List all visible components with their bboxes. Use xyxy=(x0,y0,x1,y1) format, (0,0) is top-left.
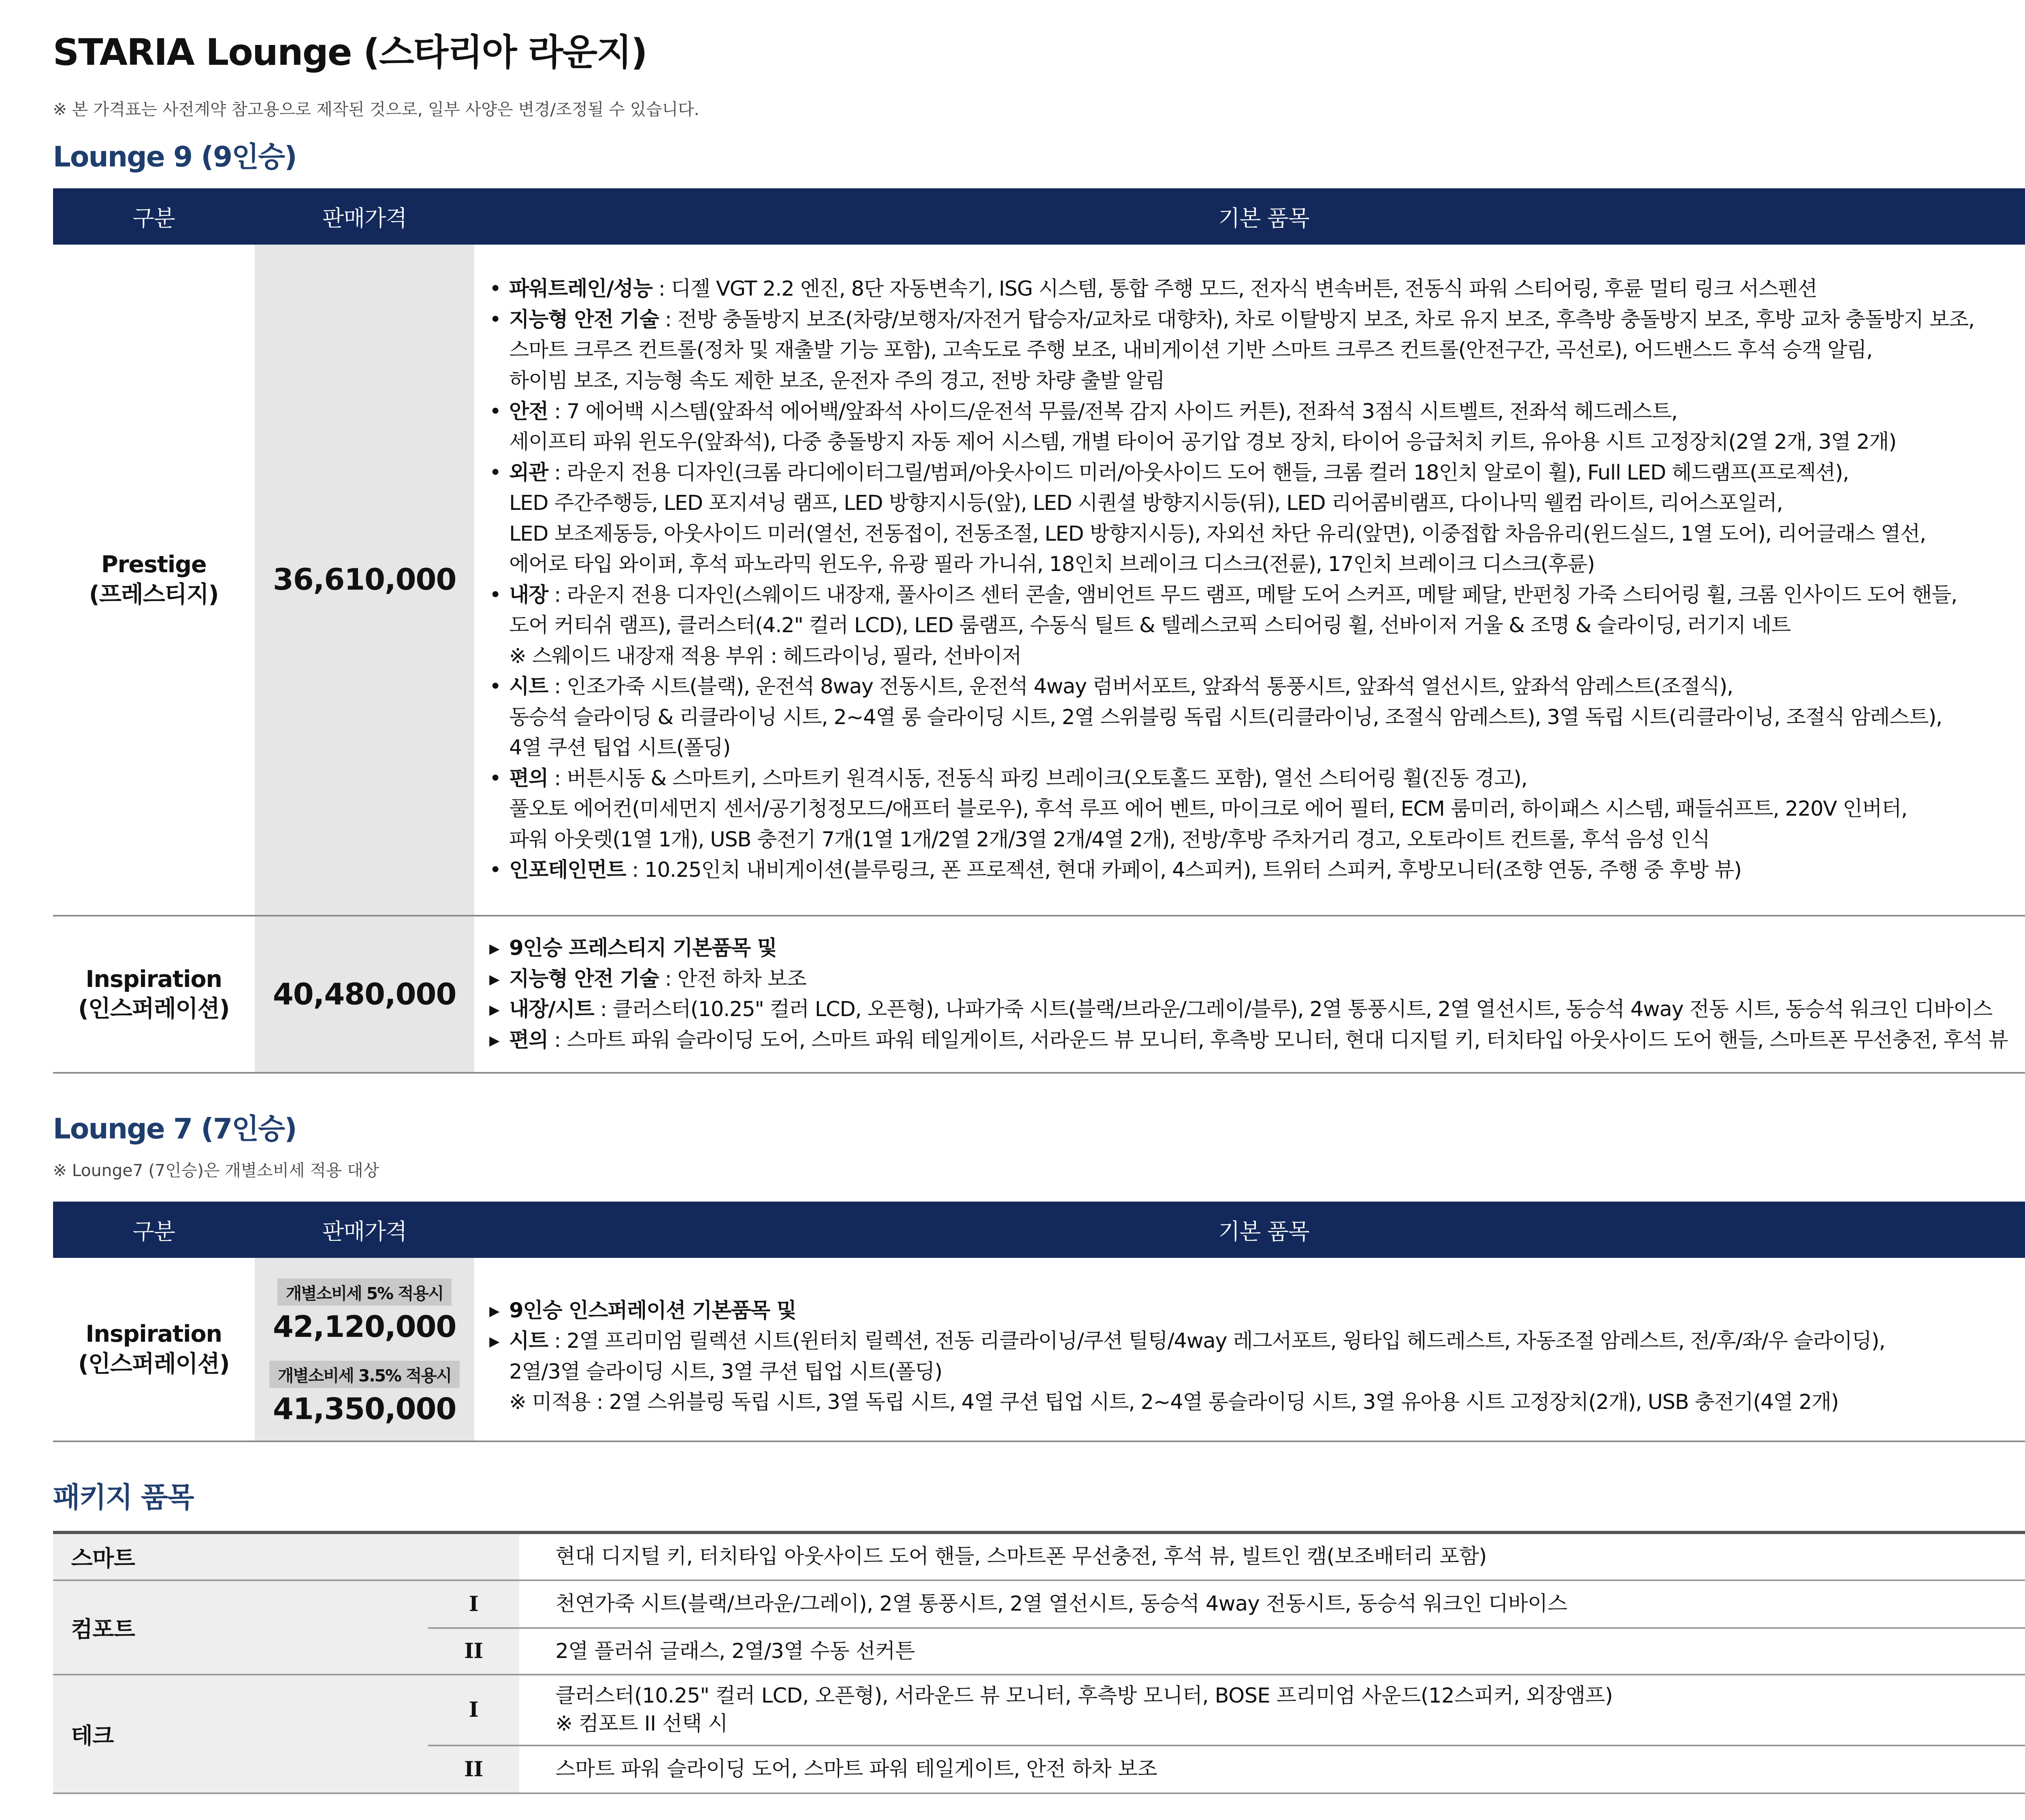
package-row-comfort1 xyxy=(53,1580,2025,1628)
tax5-price: 42,120,000 xyxy=(273,1310,456,1345)
feature-first-line xyxy=(509,763,2025,794)
feature-category: 시트 xyxy=(509,675,548,699)
package-level: I xyxy=(428,1675,519,1745)
inspiration9-price: 40,480,000 xyxy=(255,916,475,1073)
feature-item xyxy=(488,1326,2025,1418)
feature-text: 도어 커티쉬 램프), 클러스터(4.2" 컬러 LCD), LED 룸램프, 수동식 틸트 & 텔레스코픽 스티어링 휠, 선바이저 거울 & 조명 & 슬라이딩, 러기지 네트 xyxy=(509,614,1791,638)
feature-list xyxy=(488,1296,2025,1418)
lounge7-note: ※ Lounge7 (7인승)은 개별소비세 적용 대상 xyxy=(53,1161,379,1181)
inspiration9-features xyxy=(474,916,2025,1073)
feature-text: 파워 아웃렛(1열 1개), USB 충전기 7개(1열 1개/2열 2개/3열 2개/4열 2개), 전방/후방 주차거리 경고, 오토라이트 컨트롤, 후석 음성 인식 xyxy=(509,827,1710,852)
package-desc: 스마트 파워 슬라이딩 도어, 스마트 파워 테일게이트, 안전 하차 보조 xyxy=(519,1745,2025,1793)
grade-name-kr: (인스퍼레이션) xyxy=(78,995,230,1023)
package-desc: 2열 플러쉬 글래스, 2열/3열 수동 선커튼 xyxy=(519,1628,2025,1674)
feature-text: 2열/3열 슬라이딩 시트, 3열 쿠션 팁업 시트(폴딩) xyxy=(509,1360,942,1384)
header-price: 판매가격 xyxy=(255,1202,475,1258)
feature-text: : 10.25인치 내비게이션(블루링크, 폰 프로젝션, 현대 카페이, 4스피커), 트위터 스피커, 후방모니터(조향 연동, 주행 중 후방 뷰) xyxy=(626,858,1742,882)
feature-first-line xyxy=(509,396,2025,427)
feature-text: : 전방 충돌방지 보조(차량/보행자/자전거 탑승자/교차로 대향차), 차로 이탈방지 보조, 차로 유지 보조, 후측방 충돌방지 보조, 후방 교차 충돌방지 보조, xyxy=(659,307,1974,332)
feature-text: 에어로 타입 와이퍼, 후석 파노라믹 윈도우, 유광 필라 가니쉬, 18인치 브레이크 디스크(전륜), 17인치 브레이크 디스크(후륜) xyxy=(509,552,1595,577)
inspiration7-price xyxy=(255,1258,475,1441)
package-row-smart xyxy=(53,1532,2025,1580)
inspiration9-row xyxy=(53,916,2025,1073)
feature-category: 내장/시트 xyxy=(509,997,594,1022)
feature-first-line xyxy=(509,855,2025,886)
inspiration9-grade xyxy=(53,916,255,1073)
package-name: 테크 xyxy=(53,1675,428,1794)
feature-list xyxy=(488,933,2025,1055)
feature-text: LED 주간주행등, LED 포지셔닝 램프, LED 방향지시등(앞), LED 시퀀셜 방향지시등(뒤), LED 리어콤비램프, 다이나믹 웰컴 라이트, 리어스포일러, xyxy=(509,491,1783,516)
feature-category: 편의 xyxy=(509,1028,548,1052)
package-desc-line: 클러스터(10.25" 컬러 LCD, 오픈형), 서라운드 뷰 모니터, 후측방 모니터, BOSE 프리미엄 사운드(12스피커, 외장앰프) xyxy=(555,1684,1613,1708)
feature-first-line xyxy=(509,671,2025,702)
feature-first-line xyxy=(509,933,2025,964)
package-row-tech1 xyxy=(53,1675,2025,1745)
inspiration7-features xyxy=(474,1258,2025,1441)
feature-item xyxy=(488,855,2025,886)
package-desc-note: ※ 컴포트 II 선택 시 xyxy=(555,1712,728,1736)
grade-name: Inspiration xyxy=(85,1321,222,1348)
prestige-features xyxy=(474,245,2025,916)
package-level: II xyxy=(428,1745,519,1793)
feature-first-line xyxy=(509,305,2025,335)
feature-category: 지능형 안전 기술 xyxy=(509,307,659,332)
feature-text: : 버튼시동 & 스마트키, 스마트키 원격시동, 전동식 파킹 브레이크(오토홀드 포함), 열선 스티어링 휠(진동 경고), xyxy=(548,766,1527,791)
package-desc: 현대 디지털 키, 터치타입 아웃사이드 도어 핸들, 스마트폰 무선충전, 후석 뷰, 빌트인 캠(보조배터리 포함) xyxy=(519,1532,2025,1580)
package-name: 스마트 xyxy=(53,1532,519,1580)
feature-category: 내장 xyxy=(509,583,548,607)
feature-text: 하이빔 보조, 지능형 속도 제한 보조, 운전자 주의 경고, 전방 차량 출발 알림 xyxy=(509,369,1165,393)
feature-text: : 안전 하차 보조 xyxy=(659,967,806,991)
grade-name: Prestige xyxy=(101,551,207,578)
tax35-price: 41,350,000 xyxy=(273,1392,456,1426)
feature-category: 파워트레인/성능 xyxy=(509,277,652,301)
feature-item xyxy=(488,396,2025,458)
feature-text: ※ 스웨이드 내장재 적용 부위 : 헤드라이닝, 필라, 선바이저 xyxy=(509,644,1021,668)
lounge7-table xyxy=(53,1202,2025,1442)
feature-text: ※ 미적용 : 2열 스위블링 독립 시트, 3열 독립 시트, 4열 쿠션 팁업 시트, 2~4열 롱슬라이딩 시트, 3열 유아용 시트 고정장치(2개), USB 충전기(4열 2개) xyxy=(509,1390,1839,1415)
lounge9-title: Lounge 9 (9인승) xyxy=(53,141,296,173)
grade-name-kr: (프레스티지) xyxy=(89,581,219,608)
feature-item xyxy=(488,274,2025,305)
feature-text: LED 보조제동등, 아웃사이드 미러(열선, 전동접이, 전동조절, LED 방향지시등), 자외선 차단 유리(앞면), 이중접합 차음유리(윈드실드, 1열 도어), 리어글래스 열선, xyxy=(509,522,1926,546)
feature-text: : 라운지 전용 디자인(크롬 라디에이터그릴/범퍼/아웃사이드 미러/아웃사이드 도어 핸들, 크롬 컬러 18인치 알로이 휠), Full LED 헤드램프(프로젝션), xyxy=(548,460,1849,485)
feature-item xyxy=(488,671,2025,763)
lounge7-title: Lounge 7 (7인승) xyxy=(53,1112,296,1145)
disclaimer: ※ 본 가격표는 사전계약 참고용으로 제작된 것으로, 일부 사양은 변경/조정될 수 있습니다. xyxy=(53,99,699,119)
feature-first-line xyxy=(509,1025,2025,1056)
prestige-price: 36,610,000 xyxy=(255,245,475,916)
feature-item xyxy=(488,994,2025,1025)
feature-item xyxy=(488,580,2025,672)
feature-text: : 2열 프리미엄 릴렉션 시트(윈터치 릴렉션, 전동 리클라이닝/쿠션 틸팅/4way 레그서포트, 윙타입 헤드레스트, 자동조절 암레스트, 전/후/좌/우 슬라이딩), xyxy=(548,1329,1885,1353)
packages-title: 패키지 품목 xyxy=(53,1481,194,1514)
feature-item xyxy=(488,1025,2025,1056)
feature-item xyxy=(488,964,2025,995)
feature-text: 4열 쿠션 팁업 시트(폴딩) xyxy=(509,736,731,760)
feature-category: 지능형 안전 기술 xyxy=(509,967,659,991)
header-category: 구분 xyxy=(53,188,255,245)
feature-category: 안전 xyxy=(509,399,548,424)
feature-first-line xyxy=(509,458,2025,488)
feature-first-line xyxy=(509,1326,2025,1357)
feature-text: : 스마트 파워 슬라이딩 도어, 스마트 파워 테일게이트, 서라운드 뷰 모니터, 후측방 모니터, 현대 디지털 키, 터치타입 아웃사이드 도어 핸들, 스마트폰 무선충전, 후석 뷰 xyxy=(548,1028,2008,1052)
feature-item xyxy=(488,1296,2025,1326)
feature-text: : 클러스터(10.25" 컬러 LCD, 오픈형), 나파가죽 시트(블랙/브라운/그레이/블루), 2열 통풍시트, 2열 열선시트, 동승석 4way 전동 시트, 동승석 워크인 디바이스 xyxy=(594,997,1993,1022)
grade-name-kr: (인스퍼레이션) xyxy=(78,1350,230,1377)
inspiration7-grade xyxy=(53,1258,255,1441)
feature-category: 인포테인먼트 xyxy=(509,858,626,882)
feature-text: : 인조가죽 시트(블랙), 운전석 8way 전동시트, 운전석 4way 럼버서포트, 앞좌석 통풍시트, 앞좌석 열선시트, 앞좌석 암레스트(조절식), xyxy=(548,675,1733,699)
feature-item xyxy=(488,305,2025,396)
feature-category: 외관 xyxy=(509,460,548,485)
package-level: I xyxy=(428,1580,519,1628)
feature-text: : 디젤 VGT 2.2 엔진, 8단 자동변속기, ISG 시스템, 통합 주행 모드, 전자식 변속버튼, 전동식 파워 스티어링, 후륜 멀티 링크 서스펜션 xyxy=(652,277,1817,301)
tax5-label: 개별소비세 5% 적용시 xyxy=(277,1279,451,1306)
feature-text: : 라운지 전용 디자인(스웨이드 내장재, 풀사이즈 센터 콘솔, 앰비언트 무드 램프, 메탈 도어 스커프, 메탈 페달, 반펀칭 가죽 스티어링 휠, 크롬 인사이드 도어 핸들, xyxy=(548,583,1957,607)
inspiration7-row xyxy=(53,1258,2025,1441)
feature-text: 세이프티 파워 윈도우(앞좌석), 다중 충돌방지 자동 제어 시스템, 개별 타이어 공기압 경보 장치, 타이어 응급처치 키트, 유아용 시트 고정장치(2열 2개, 3열 2개) xyxy=(509,430,1896,454)
feature-item xyxy=(488,458,2025,580)
feature-first-line xyxy=(509,580,2025,611)
feature-first-line xyxy=(509,994,2025,1025)
feature-text: : 7 에어백 시스템(앞좌석 에어백/앞좌석 사이드/운전석 무릎/전복 감지 사이드 커튼), 전좌석 3점식 시트벨트, 전좌석 헤드레스트, xyxy=(548,399,1678,424)
feature-list xyxy=(488,274,2025,885)
prestige-grade xyxy=(53,245,255,916)
header-basic: 기본 품목 xyxy=(474,188,2025,245)
feature-category: 9인승 프레스티지 기본품목 및 xyxy=(509,936,777,961)
feature-first-line xyxy=(509,1296,2025,1326)
feature-first-line xyxy=(509,964,2025,995)
package-desc xyxy=(519,1675,2025,1745)
feature-text: 풀오토 에어컨(미세먼지 센서/공기청정모드/애프터 블로우), 후석 루프 에어 벤트, 마이크로 에어 필터, ECM 룸미러, 하이패스 시스템, 패들쉬프트, 220V 인버터, xyxy=(509,797,1908,821)
feature-text: 동승석 슬라이딩 & 리클라이닝 시트, 2~4열 롱 슬라이딩 시트, 2열 스위블링 독립 시트(리클라이닝, 조절식 암레스트), 3열 독립 시트(리클라이닝, 조절식 암레스트), xyxy=(509,705,1942,729)
prestige-row xyxy=(53,245,2025,916)
feature-first-line xyxy=(509,274,2025,305)
feature-category: 편의 xyxy=(509,766,548,791)
feature-item xyxy=(488,763,2025,855)
header-category: 구분 xyxy=(53,1202,255,1258)
header-basic: 기본 품목 xyxy=(474,1202,2025,1258)
package-desc: 천연가죽 시트(블랙/브라운/그레이), 2열 통풍시트, 2열 열선시트, 동승석 4way 전동시트, 동승석 워크인 디바이스 xyxy=(519,1580,2025,1628)
header-price: 판매가격 xyxy=(255,188,475,245)
feature-category: 시트 xyxy=(509,1329,548,1353)
packages-table xyxy=(53,1531,2025,1794)
package-name: 컴포트 xyxy=(53,1580,428,1675)
feature-category: 9인승 인스퍼레이션 기본품목 및 xyxy=(509,1298,796,1323)
page-title: STARIA Lounge (스타리아 라운지) xyxy=(53,32,647,74)
tax35-label: 개별소비세 3.5% 적용시 xyxy=(269,1361,459,1388)
feature-item xyxy=(488,933,2025,964)
lounge9-table xyxy=(53,188,2025,1074)
grade-name: Inspiration xyxy=(85,965,222,993)
package-level: II xyxy=(428,1628,519,1674)
feature-text: 스마트 크루즈 컨트롤(정차 및 재출발 기능 포함), 고속도로 주행 보조, 내비게이션 기반 스마트 크루즈 컨트롤(안전구간, 곡선로), 어드밴스드 후석 승객 알림, xyxy=(509,338,1873,362)
